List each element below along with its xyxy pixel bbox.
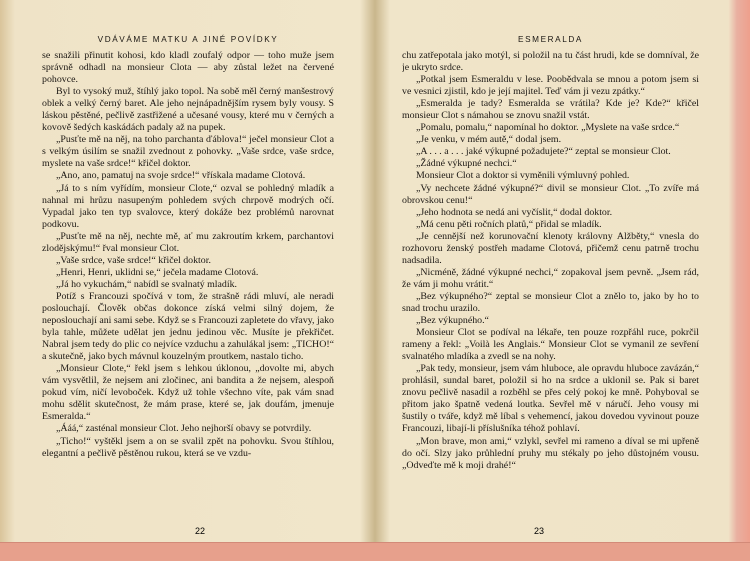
paragraph: Monsieur Clot a doktor si vyměnili výmluvný pohled. bbox=[416, 170, 630, 182]
paragraph: „A . . . a . . . jaké výkupné požadujete?“ zeptal se monsieur Clot. bbox=[416, 146, 671, 158]
left-running-head: VDÁVÁME MATKU A JINÉ POVÍDKY bbox=[97, 35, 279, 44]
paragraph: Monsieur Clot se podíval na lékaře, ten pouze rozpřáhl ruce, pokrčil rameny a řekl: „Voilà les Anglais.“ Monsieur Clot se vymanil ze sevření svalnatého mladíka a zvedl se na nohy. bbox=[402, 327, 699, 363]
paragraph: „Pak tedy, monsieur, jsem vám hluboce, ale opravdu hluboce zavázán,“ prohlásil, sundal baret, položil si ho na srdce a uklonil se. Pak si baret znovu pečlivě nasadil a rozběhl se přes celý pokoj ke mně. Pohyboval se přitom jako špatně vedená loutka. Sevřel mě v náručí. Jeho vousy mi šustily o tváře, když mě líbal s vehemencí, jakou dovedou vyvinout pouze Francouzi, libají-li příslušníka téhož pohlaví. bbox=[402, 363, 699, 435]
paragraph: „Já to s ním vyřídím, monsieur Clote,“ ozval se pohledný mladík a nahnal mi hrůzu nasupeným pohledem svých chrpově modrých očí. Vypadal jako ten typ svalovce, který dokáže bez problémů narovnat podkovu. bbox=[42, 182, 334, 230]
paragraph: „Monsieur Clote,“ řekl jsem s lehkou úklonou, „dovolte mi, abych vám vysvětlil, že nejsem ani zločinec, ani bandita a že nejsem, alespoň pokud vím, ničí levoboček. Když už tohle všechno víte, pak vám snad mohu sdělit skutečnost, že mám prase, které se, jak doufám, jmenuje Esmeralda.“ bbox=[42, 363, 334, 423]
paragraph: „Pusťte mě na něj, nechte mě, ať mu zakroutím krkem, parchantovi zlodějskýmu!“ řval monsieur Clot. bbox=[42, 230, 334, 254]
paragraph: „Ticho!“ vyštěkl jsem a on se svalil zpět na pohovku. Svou štíhlou, elegantní a pečlivě pěstěnou rukou, která se ve vzdu- bbox=[42, 435, 334, 459]
right-running-head: ESMERALDA bbox=[518, 35, 583, 44]
paragraph: „Já ho vykuchám,“ nabídl se svalnatý mladík. bbox=[56, 278, 237, 290]
bottom-edge bbox=[0, 542, 750, 561]
paragraph: „Pomalu, pomalu,“ napomínal ho doktor. „Myslete na vaše srdce.“ bbox=[416, 122, 680, 134]
paragraph: „Bez výkupného?“ zeptal se monsieur Clot a znělo to, jako by ho to snad trochu urazilo. bbox=[402, 290, 699, 314]
paragraph: „Vaše srdce, vaše srdce!“ křičel doktor. bbox=[56, 254, 211, 266]
paragraph: „Pusťte mě na něj, na toho parchanta ďáblova!“ ječel monsieur Clot a s velkým úsilím se snažil zvednout z pohovky. „Vaše srdce, vaše srdce, myslete na vaše srdce!“ křičel doktor. bbox=[42, 134, 334, 170]
paragraph: Byl to vysoký muž, štíhlý jako topol. Na sobě měl černý manšestrový oblek a velký černý baret. Ale jeho nejnápadnějším rysem byly vousy. S láskou pěstěné, pečlivě zastřižené a učesané vousy, které mu v černých a kovově šedých kaskádách padaly až na pupek. bbox=[42, 86, 334, 134]
paragraph: „Bez výkupného.“ bbox=[416, 315, 489, 327]
paragraph: „Mon brave, mon ami,“ vzlykl, sevřel mi rameno a díval se mi upřeně do očí. Slzy jako průhlední pruhy mu stékaly po jeho důstojném vousu. „Odveďte mě k moji drahé!“ bbox=[402, 435, 699, 471]
paragraph: „Je cennější než korunovační klenoty královny Alžběty,“ vnesla do rozhovoru ženský postřeh madame Clotová, přičemž cenu patrně trochu nadsadila. bbox=[402, 230, 699, 266]
paragraph: „Potkal jsem Esmeraldu v lese. Poobědvala se mnou a potom jsem si ve vesnici zjistil, kdo je její majitel. Teď vám ji vezu zpátky.“ bbox=[402, 74, 699, 98]
paragraph: chu zatřepotala jako motýl, si položil na tu část hrudi, kde se domníval, že je ukryto srdce. bbox=[402, 50, 699, 74]
right-page bbox=[402, 22, 699, 537]
right-body-text bbox=[402, 50, 699, 472]
paragraph: „Henri, Henri, uklidni se,“ ječela madame Clotová. bbox=[56, 266, 259, 278]
paragraph: „Vy nechcete žádné výkupné?“ divil se monsieur Clot. „To zvíře má obrovskou cenu!“ bbox=[402, 182, 699, 206]
paragraph: „Žádné výkupné nechci.“ bbox=[416, 158, 517, 170]
paragraph: „Nicméně, žádné výkupné nechci,“ zopakoval jsem pevně. „Jsem rád, že vám ji mohu vrátit.“ bbox=[402, 266, 699, 290]
page-number-left: 22 bbox=[195, 526, 206, 536]
paragraph: se snažili přinutit kohosi, kdo kladl zoufalý odpor — toho muže jsem správně odhadl na monsieur Clota — aby zůstal ležet na červené pohovce. bbox=[42, 50, 334, 86]
paragraph: „Jeho hodnota se nedá ani vyčíslit,“ dodal doktor. bbox=[416, 206, 613, 218]
page-edge bbox=[728, 0, 750, 561]
paragraph: „Ááá,“ zasténal monsieur Clot. Jeho nejhorší obavy se potvrdily. bbox=[56, 423, 312, 435]
paragraph: „Esmeralda je tady? Esmeralda se vrátila? Kde je? Kde?“ křičel monsieur Clot s námahou se znovu snažil vstát. bbox=[402, 98, 699, 122]
left-page bbox=[42, 22, 334, 537]
left-body-text bbox=[42, 50, 334, 460]
paragraph: „Má cenu pěti ročních platů,“ přidal se mladík. bbox=[416, 218, 602, 230]
paragraph: Potíž s Francouzi spočívá v tom, že strašně rádi mluví, ale neradi poslouchají. Člověk občas dokonce získá velmi silný dojem, že neposlouchají ani sami sebe. Když se s Francouzi zapletete do vřavy, jako byla tahle, můžete udělat jen jednu jedinou věc. Musíte je překřičet. Nabral jsem tedy do plic co nejvíce vzduchu a zahulákal jsem: „TICHO!“ a skutečně, jako bych mávnul kouzelným proutkem, nastalo ticho. bbox=[42, 290, 334, 363]
paragraph: „Je venku, v mém autě,“ dodal jsem. bbox=[416, 134, 562, 146]
page-number-right: 23 bbox=[534, 526, 545, 536]
paragraph: „Ano, ano, pamatuj na svoje srdce!“ vřískala madame Clotová. bbox=[56, 170, 306, 182]
